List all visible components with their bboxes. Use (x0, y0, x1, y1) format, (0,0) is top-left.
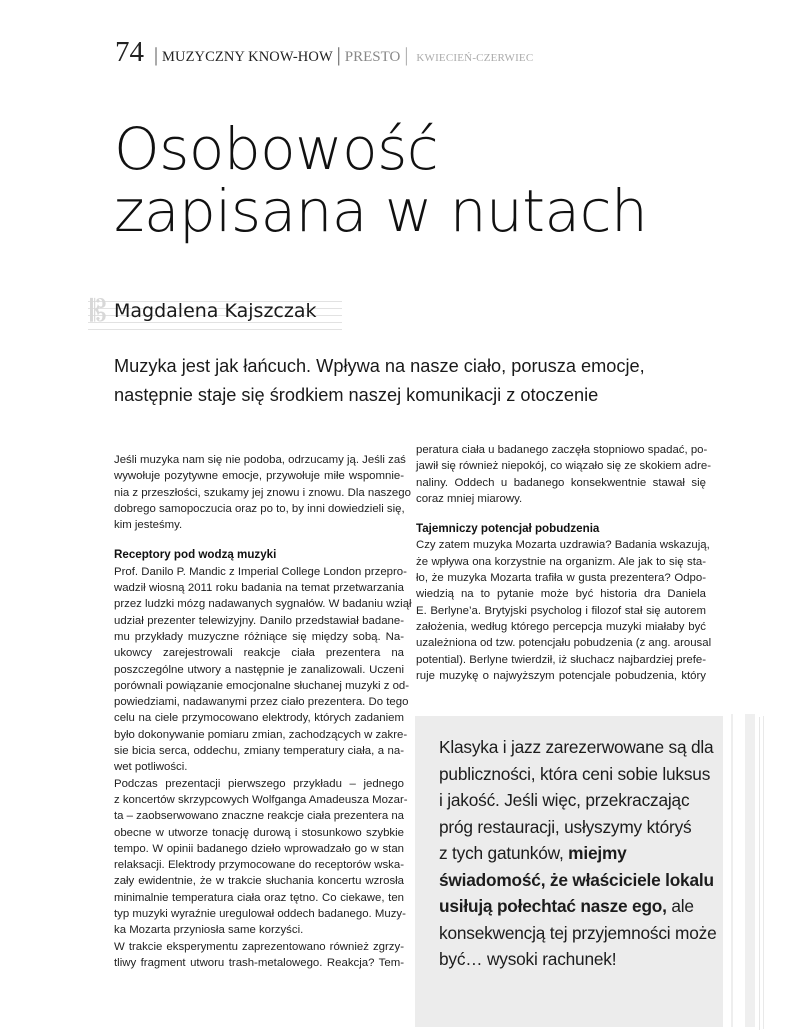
title-line: zapisana w nutach (114, 177, 648, 245)
article-title (114, 115, 648, 245)
text-line: coraz mniej miarowy. (416, 492, 523, 505)
text-line: minimalnie temperatura ciała oraz tętno. Co ciekawe, ten (114, 891, 404, 904)
section-heading: Receptory pod wodzą muzyki (114, 548, 277, 562)
article-lead (114, 352, 704, 410)
header-separator: | (336, 44, 341, 66)
text-line: Podczas prezentacji pierwszego przykładu – jednego (114, 777, 404, 790)
author-byline (88, 294, 342, 329)
text-line: udział prezenter telewizyjny. Danilo przedstawiał badane- (114, 614, 404, 627)
text-line: dobrego samopoczucia oraz po to, by inni dowiedzieli się, (114, 502, 405, 515)
text-line: E. Berlyne’a. Brytyjski psycholog i filozof stał się autorem (416, 604, 706, 617)
quote-text-bold: świadomość, że właściciele lokalu (439, 869, 714, 890)
text-line: poszczególne utwory a następnie je zanalizowali. Uczeni (114, 663, 404, 676)
text-line: W trakcie eksperymentu zaprezentowano również zgrzy- (114, 940, 404, 953)
staff-line (88, 322, 342, 323)
quote-line: konsekwencją tej przyjemności może (439, 922, 717, 943)
text-line: z koncertów skrzypcowych Wolfganga Amadeusza Mozar- (114, 793, 408, 806)
quote-line: próg restauracji, usłyszymy któryś (439, 816, 692, 837)
text-line: typ muzyki wyraźnie uregulował oddech badanego. Muzy- (114, 908, 406, 921)
alto-clef-icon: 𝄡 (90, 294, 107, 329)
text-line: jawił się również niepokój, co wiązało się ze skokiem adre- (416, 460, 712, 473)
text-line: wiedzią na to pytanie może być historia dra Daniela (416, 588, 706, 601)
text-line: porównali powiązanie emocjonalne słuchanej muzyki z od- (114, 679, 410, 692)
text-line: ło, że muzyka Mozarta trafiła w gusta prezentera? Odpo- (416, 572, 706, 585)
text-line: sie bicia serca, oddechu, zmiany temperatury ciała, a na- (114, 745, 404, 758)
title-line: Osobowość (114, 115, 439, 183)
quote-line (439, 840, 719, 867)
text-line: obecne w utworze tonację durową i stosunkowo szybkie (114, 826, 404, 839)
right-column (416, 442, 712, 684)
quote-line: być… wysoki rachunek! (439, 949, 617, 969)
magazine-name: PRESTO (344, 49, 401, 65)
text-line: że wpływa ona korzystnie na organizm. Ale jak to się sta- (416, 555, 706, 568)
text-line: założenia, według którego percepcja muzyki miałaby być (416, 620, 706, 633)
text-line: kim jesteśmy. (114, 519, 183, 532)
quote-line: publiczności, która ceni sobie luksus (439, 763, 711, 784)
left-column (114, 452, 412, 971)
text-line: zały ewidentnie, że w trakcie słuchania koncertu wzrosła (114, 875, 404, 888)
text-line: mu przykłady muzyczne różniące się między sobą. Na- (114, 630, 404, 643)
text-line: relaksacji. Elektrody przymocowane do receptorów wska- (114, 859, 404, 872)
body-paragraph (114, 939, 404, 972)
quote-line: Klasyka i jazz zarezerwowane są dla (439, 737, 714, 757)
text-line: potential). Berlyne twierdził, iż słuchacz najbardziej prefe- (416, 653, 706, 666)
section-name: MUZYCZNY KNOW-HOW (162, 49, 333, 65)
text-line: uzależniona od tzw. potencjału pobudzenia (z ang. arousal (416, 637, 712, 650)
text-line: naliny. Oddech u badanego konsekwentnie stawał się (416, 476, 706, 489)
body-paragraph (114, 564, 412, 776)
text-line: powiedziami, nadawanymi przez ciało prezentera. Do tego (114, 696, 409, 709)
body-paragraph (114, 776, 408, 939)
text-line: nia z przeszłości, szukamy jej znowu i znowu. Dla naszego (114, 486, 411, 499)
text-line: ta – zaobserwowano znaczne reakcje ciała prezentera na (114, 810, 404, 823)
section-heading: Tajemniczy potencjał pobudzenia (416, 522, 600, 536)
staff-line (88, 329, 342, 330)
quote-text-bold: miejmy (568, 843, 627, 863)
text-line: Jeśli muzyka nam się nie podoba, odrzucamy ją. Jeśli zaś (114, 454, 406, 466)
text-line: celu na ciele przymocowano elektrody, których zadaniem (114, 712, 404, 725)
author-name: Magdalena Kajszczak (114, 300, 317, 322)
text-line: peratura ciała u badanego zaczęła stopniowo spadać, po- (416, 444, 708, 456)
lead-line: Muzyka jest jak łańcuch. Wpływa na nasze ciało, porusza emocje, (114, 356, 645, 376)
text-line: wywołuje pozytywne emocje, przywołuje miłe wspomnie- (114, 470, 404, 483)
pull-quote (439, 734, 719, 973)
text-line: ukowcy zarejestrowali reakcje ciała prezentera na (114, 647, 404, 660)
lead-line: następnie staje się środkiem naszej komunikacji z otoczenie (114, 385, 599, 405)
text-line: wet potliwości. (114, 761, 188, 774)
text-line: Czy zatem muzyka Mozarta uzdrawia? Badania wskazują, (416, 539, 710, 552)
decorative-bar (763, 716, 764, 1029)
intro-paragraph (114, 452, 411, 533)
header-separator: | (404, 44, 409, 66)
text-line: tempo. W opinii badanego dzieło wprowadzało go w stan (114, 842, 404, 855)
text-line: było dokonywanie pomiaru zmian, zachodzących w zakre- (114, 728, 408, 741)
decorative-bar (745, 714, 755, 1027)
text-line: tliwy fragment utworu trash-metalowego. Reakcja? Tem- (114, 956, 404, 969)
page-number: 74 (115, 36, 144, 68)
quote-line (439, 893, 719, 920)
quote-text-normal: ale (666, 896, 694, 916)
quote-line (439, 867, 719, 894)
quote-text-bold: usiłują połechtać nasze ego, (439, 896, 667, 916)
text-line: wadził wiosną 2011 roku badania na temat przetwarzania (114, 582, 404, 595)
quote-text-normal: z tych gatunków, (439, 843, 569, 863)
body-paragraph (416, 442, 712, 507)
text-line: ruje muzykę o najwyższym potencjale pobudzenia, który (416, 669, 706, 682)
text-line: przez ludzki mózg nadawanych sygnałów. W badaniu wziął (114, 598, 412, 611)
body-paragraph (416, 537, 712, 684)
pull-quote-box (415, 716, 723, 1027)
decorative-bar (759, 717, 760, 1030)
quote-line: i jakość. Jeśli więc, przekraczając (439, 790, 690, 810)
issue-date: KWIECIEŃ-CZERWIEC (416, 52, 534, 64)
decorative-bar (731, 714, 733, 1027)
header-separator: | (154, 44, 159, 66)
text-line: Prof. Danilo P. Mandic z Imperial College London przepro- (114, 565, 407, 578)
running-header (115, 36, 533, 70)
text-line: ka Mozarta przyniosła same korzyści. (114, 924, 304, 937)
